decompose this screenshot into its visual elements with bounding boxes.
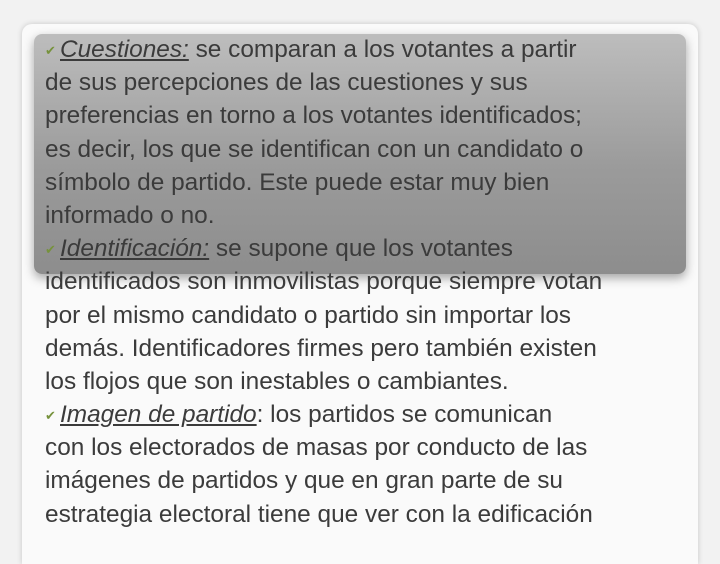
text-line xyxy=(45,498,695,531)
text-line xyxy=(45,99,695,132)
term-cuestiones: Cuestiones: xyxy=(60,36,189,63)
text-line xyxy=(45,265,695,298)
line-text: con los electorados de masas por conducto de las xyxy=(45,434,588,462)
v-checkmark-icon: ✔ xyxy=(45,43,56,58)
text-line xyxy=(45,464,695,497)
line-text: es decir, los que se identifican con un candidato o xyxy=(45,135,584,163)
line-text: imágenes de partidos y que en gran parte de su xyxy=(45,467,563,495)
line-text: se comparan a los votantes a partir xyxy=(188,36,577,63)
text-line xyxy=(45,33,695,66)
text-line xyxy=(45,365,695,398)
line-text: se supone que los votantes xyxy=(209,235,513,263)
slide-content xyxy=(45,33,695,531)
text-line xyxy=(45,199,695,232)
text-line xyxy=(45,133,695,166)
line-text: estrategia electoral tiene que ver con la edificación xyxy=(45,500,593,528)
term-identificacion: Identificación: xyxy=(60,235,210,263)
text-line xyxy=(45,166,695,199)
text-line xyxy=(45,332,695,365)
line-text: : los partidos se comunican xyxy=(256,401,553,429)
line-text: demás. Identificadores firmes pero también existen xyxy=(45,334,597,362)
line-text: símbolo de partido. Este puede estar muy bien xyxy=(45,168,550,196)
line-text: por el mismo candidato o partido sin importar los xyxy=(45,301,571,329)
text-line xyxy=(45,232,695,265)
v-checkmark-icon: ✔ xyxy=(45,242,56,258)
text-line xyxy=(45,299,695,332)
line-text: informado o no. xyxy=(45,201,215,229)
line-text: de sus percepciones de las cuestiones y sus xyxy=(45,69,528,97)
line-text: identificados son inmovilistas porque siempre votan xyxy=(45,268,603,296)
text-line xyxy=(45,431,695,464)
text-line xyxy=(45,66,695,99)
line-text: los flojos que son inestables o cambiantes. xyxy=(45,367,509,395)
term-imagen-de-partido: Imagen de partido xyxy=(60,401,257,429)
v-checkmark-icon: ✔ xyxy=(45,408,56,424)
text-line xyxy=(45,398,695,431)
line-text: preferencias en torno a los votantes identificados; xyxy=(45,102,582,130)
